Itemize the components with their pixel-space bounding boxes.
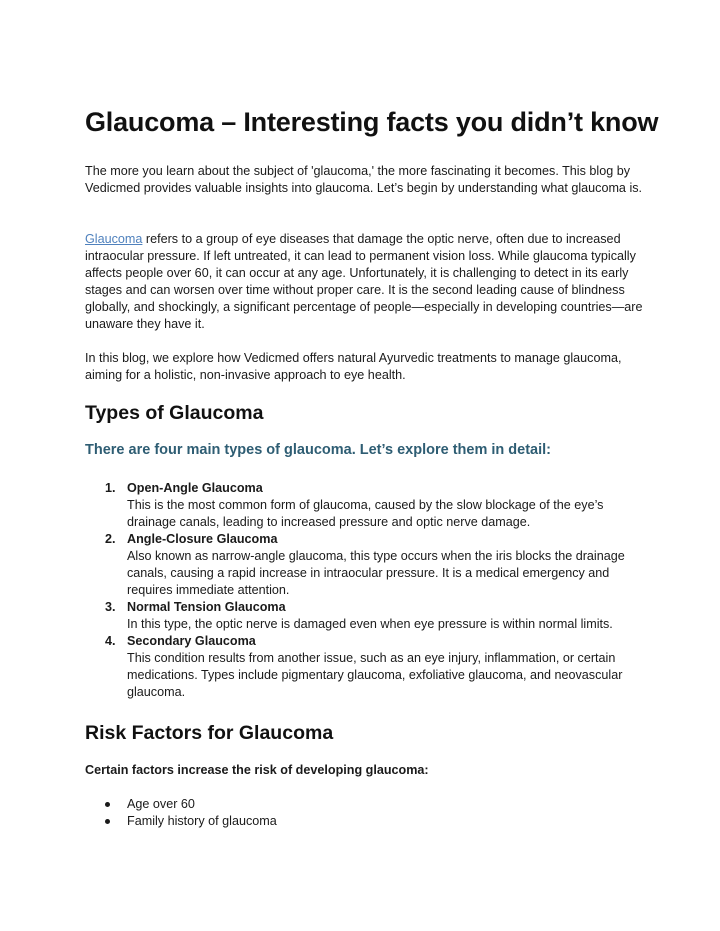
list-item (85, 813, 277, 830)
type-title: Angle-Closure Glaucoma (127, 532, 278, 546)
list-number: 2. (105, 532, 116, 546)
types-subheading: There are four main types of glaucoma. Let’s explore them in detail: (85, 442, 551, 458)
definition-paragraph (85, 231, 645, 333)
list-item (85, 796, 277, 813)
risk-heading: Risk Factors for Glaucoma (85, 722, 334, 744)
type-description: This is the most common form of glaucoma, caused by the slow blockage of the eye’s drainage canals, leading to increased pressure and optic nerve damage. (127, 498, 604, 529)
list-item (85, 633, 645, 701)
glaucoma-link[interactable]: Glaucoma (85, 232, 143, 246)
types-list (85, 480, 645, 701)
intro-paragraph: The more you learn about the subject of 'glaucoma,' the more fascinating it becomes. This blog by Vedicmed provides valuable insights into glaucoma. Let’s begin by understanding what glaucoma is. (85, 164, 643, 195)
type-title: Secondary Glaucoma (127, 634, 256, 648)
list-item (85, 480, 645, 531)
type-title: Normal Tension Glaucoma (127, 600, 286, 614)
list-number: 1. (105, 481, 116, 495)
risk-intro: Certain factors increase the risk of developing glaucoma: (85, 763, 429, 777)
types-heading: Types of Glaucoma (85, 402, 264, 424)
list-number: 4. (105, 634, 116, 648)
type-title: Open-Angle Glaucoma (127, 481, 263, 495)
list-number: 3. (105, 600, 116, 614)
definition-text: refers to a group of eye diseases that damage the optic nerve, often due to increased intraocular pressure. If left untreated, it can lead to permanent vision loss. While glaucoma typically affects people over 60, it can occur at any age. Unfortunately, it is challenging to detect in its early stages and can worsen over time without proper care. It is the second leading cause of blindness globally, and shockingly, a significant percentage of people—especially in developing countries—are unaware they have it. (85, 232, 643, 331)
type-description: This condition results from another issue, such as an eye injury, inflammation, or certain medications. Types include pigmentary glaucoma, exfoliative glaucoma, and neovascular glaucoma. (127, 651, 623, 699)
bullet-icon (105, 802, 110, 807)
risk-factor-text: Family history of glaucoma (127, 814, 277, 828)
page-title: Glaucoma – Interesting facts you didn’t know (85, 107, 659, 137)
type-description: Also known as narrow-angle glaucoma, this type occurs when the iris blocks the drainage canals, causing a rapid increase in intraocular pressure. It is a medical emergency and requires immediate attention. (127, 549, 625, 597)
type-description: In this type, the optic nerve is damaged even when eye pressure is within normal limits. (127, 617, 613, 631)
list-item (85, 531, 645, 599)
blog-intro-paragraph: In this blog, we explore how Vedicmed offers natural Ayurvedic treatments to manage glaucoma, aiming for a holistic, non-invasive approach to eye health. (85, 351, 622, 382)
list-item (85, 599, 645, 633)
bullet-icon (105, 819, 110, 824)
risk-factors-list (85, 796, 277, 830)
risk-factor-text: Age over 60 (127, 797, 195, 811)
